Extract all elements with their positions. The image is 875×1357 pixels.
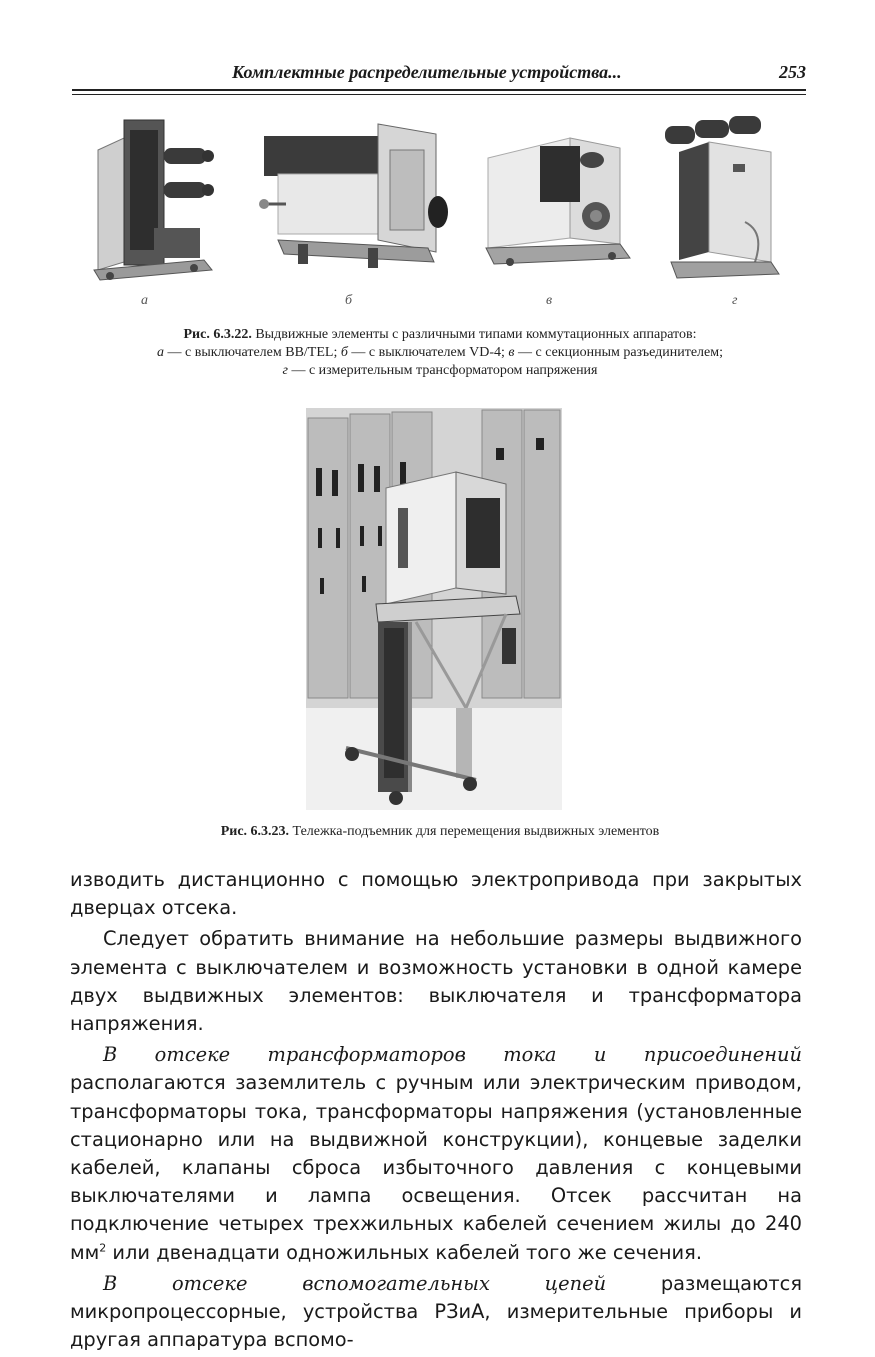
fig22-item-text: — с выключателем ВВ/TEL; [164, 345, 341, 360]
photo-withdrawable-element-b [258, 112, 458, 282]
paragraph-3-lead: В отсеке трансформаторов тока и присоединений [103, 1043, 802, 1067]
fig22-sublabel-c: в [546, 293, 553, 308]
header-rule-thick [72, 89, 806, 91]
paragraph-2: Следует обратить внимание на небольшие размеры выдвижного элемента с выключателем и возможность установки в одной камере двух выдвижных элементов: выключателя и трансформатора напряжения. [70, 927, 802, 1036]
fig22-item-letter: б [340, 345, 348, 360]
fig22-item-letter: в [508, 345, 515, 360]
paragraph-1: изводить дистанционно с помощью электропривода при закрытых дверцах отсека. [70, 868, 802, 920]
fig22-item-text: — с выключателем VD-4; [347, 345, 509, 360]
fig22-caption-title: Выдвижные элементы с различными типами коммутационных аппаратов: [255, 327, 697, 342]
fig22-caption-number: Рис. 6.3.22. [183, 327, 252, 342]
paragraph-3-tail: или двенадцати одножильных кабелей того же сечения. [106, 1240, 702, 1264]
paragraph-3-text: располагаются заземлитель с ручным или электрическим приводом, трансформаторы тока, трансформаторы напряжения (установленные стационарно или на выдвижной конструкции), концевые заделки кабелей, клапаны сброса избыточного давления с концевыми выключателями и лампа освещения. Отсек рассчитан на подключение четырех трехжильных кабелей сечением жилы до 240 мм [70, 1071, 802, 1264]
body-text [70, 866, 802, 1357]
photo-lifting-trolley [306, 408, 562, 810]
paragraph-4-lead: В отсеке вспомогательных цепей [103, 1271, 607, 1295]
photo-withdrawable-element-d [655, 112, 785, 284]
fig22-item-text: — с измерительным трансформатором напряжения [287, 363, 598, 378]
figure-22-caption [80, 326, 800, 380]
running-header [72, 62, 806, 88]
paragraph-4-text: размещаются микропроцессорные, устройства РЗиА, измерительные приборы и другая аппаратура вспомо- [70, 1271, 802, 1352]
fig23-caption-number: Рис. 6.3.23. [220, 824, 290, 839]
header-rule-thin [72, 94, 806, 95]
fig22-sublabel-d: г [732, 293, 738, 308]
running-title: Комплектные распределительные устройства... [232, 62, 622, 82]
paragraph-3 [70, 1041, 802, 1267]
fig22-item-letter: а [157, 345, 164, 360]
page-number: 253 [779, 62, 806, 82]
figure-23-caption [80, 823, 800, 841]
fig22-sublabel-b: б [345, 293, 353, 308]
fig23-caption-title: Тележка-подъемник для перемещения выдвижных элементов [292, 824, 660, 839]
photo-withdrawable-element-c [480, 118, 640, 278]
fig22-item-letter: г [282, 363, 288, 378]
superscript-2: 2 [99, 1241, 107, 1255]
photo-withdrawable-element-a [84, 110, 224, 285]
paragraph-4 [70, 1270, 802, 1355]
fig22-sublabel-a: а [141, 293, 148, 308]
fig22-item-text: — с секционным разъединителем; [514, 345, 723, 360]
